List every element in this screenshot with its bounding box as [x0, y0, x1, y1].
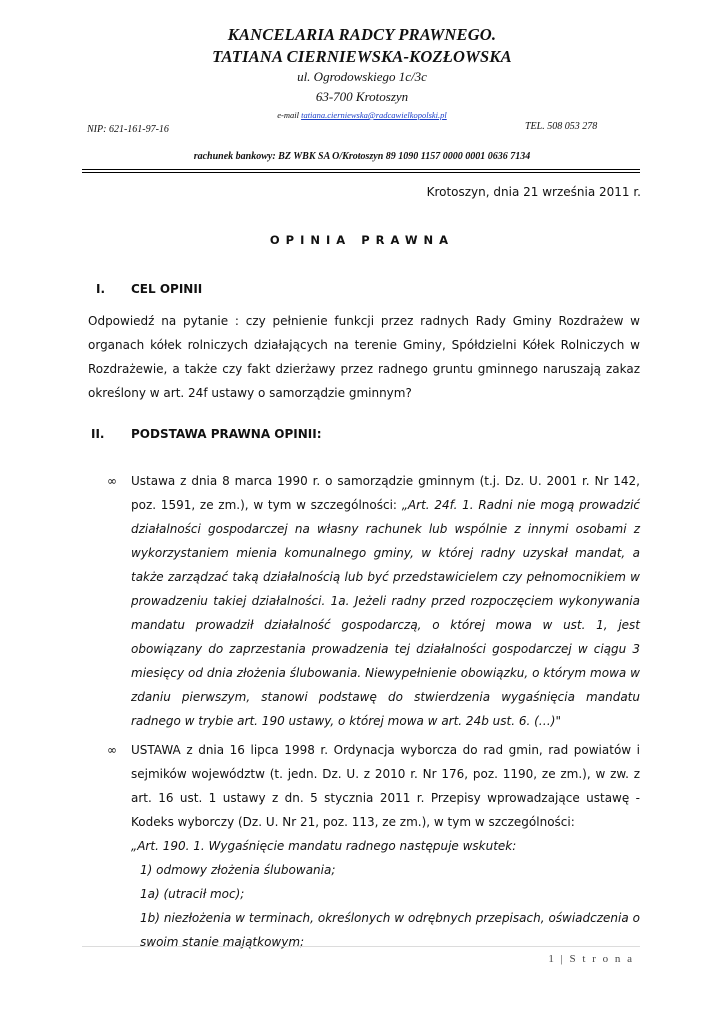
footer-separator: |: [560, 953, 565, 965]
section-2-title: PODSTAWA PRAWNA OPINII:: [131, 427, 322, 441]
section-1-number: I.: [96, 282, 106, 296]
bullet-2-intro: USTAWA z dnia 16 lipca 1998 r. Ordynacja wyborcza do rad gmin, rad powiatów i sejmików województw (t. jedn. Dz. U. z 2010 r. Nr 176, poz. 1190, ze zm.), w zw. z art. 16 ust. 1 ustawy z dn. 5 stycznia 2011 r. Przepisy wprowadzające ustawę - Kodeks wyborczy (Dz. U. Nr 21, poz. 113, ze zm.), w tym w szczególności:: [131, 743, 640, 829]
header-divider-bottom: [82, 172, 640, 173]
phone-number: TEL. 508 053 278: [525, 121, 598, 132]
bullet-2-quote-head: „Art. 190. 1. Wygaśnięcie mandatu radnego następuje wskutek:: [131, 839, 517, 853]
bullet-2-item-2: 1a) (utracił moc);: [140, 887, 245, 901]
document-title: OPINIA PRAWNA: [269, 233, 455, 247]
header-divider-top: [82, 169, 640, 170]
bullet-2-text: [131, 738, 640, 954]
bullet-1-text: [131, 469, 640, 733]
page-number: 1: [548, 953, 556, 965]
bullet-2-item-3: 1b) niezłożenia w terminach, określonych w odrębnych przepisach, oświadczenia o swoim stanie majątkowym;: [140, 911, 640, 949]
bullet-2-icon: ∞: [107, 743, 117, 757]
address-city: 63-700 Krotoszyn: [315, 89, 409, 104]
page-footer: [548, 953, 634, 965]
firm-name-line2: TATIANA CIERNIEWSKA-KOZŁOWSKA: [212, 47, 512, 66]
email-link[interactable]: tatiana.cierniewska@radcawielkopolski.pl: [301, 110, 447, 120]
nip-number: NIP: 621-161-97-16: [87, 124, 169, 135]
firm-name-line1: KANCELARIA RADCY PRAWNEGO.: [227, 25, 497, 44]
section-2-number: II.: [91, 427, 105, 441]
section-1-title: CEL OPINII: [131, 282, 203, 296]
bank-account: rachunek bankowy: BZ WBK SA O/Krotoszyn 89 1090 1157 0000 0001 0636 7134: [193, 151, 531, 162]
bullet-1-end: ": [555, 714, 561, 728]
email-label: e-mail: [277, 110, 299, 120]
page-label: S t r o n a: [569, 953, 634, 965]
bullet-1-intro: Ustawa z dnia 8 marca 1990 r. o samorządzie gminnym (t.j. Dz. U. 2001 r. Nr 142, poz. 1591, ze zm.), w tym w szczególności:: [131, 474, 640, 512]
address-street: ul. Ogrodowskiego 1c/3c: [297, 69, 427, 84]
footer-divider: [82, 946, 640, 947]
bullet-1-quote: „Art. 24f. 1. Radni nie mogą prowadzić działalności gospodarczej na własny rachunek lub wspólnie z innymi osobami z wykorzystaniem mienia komunalnego gminy, w której radny uzyskał mandat, a także zarządzać taką działalnością lub być przedstawicielem czy pełnomocnikiem w prowadzeniu takiej działalności. 1a. Jeżeli radny przed rozpoczęciem wykonywania mandatu prowadził działalność gospodarczą, o której mowa w ust. 1, jest obowiązany do zaprzestania prowadzenia tej działalności gospodarczej w ciągu 3 miesięcy od dnia złożenia ślubowania. Niewypełnienie obowiązku, o którym mowa w zdaniu pierwszym, stanowi podstawę do stwierdzenia wygaśnięcia mandatu radnego w trybie art. 190 ustawy, o której mowa w art. 24b ust. 6. (…): [131, 498, 641, 728]
document-date: Krotoszyn, dnia 21 września 2011 r.: [426, 185, 641, 199]
email-line: [0, 110, 724, 120]
bullet-1-icon: ∞: [107, 474, 117, 488]
section-1-text: Odpowiedź na pytanie : czy pełnienie funkcji przez radnych Rady Gminy Rozdrażew w organach kółek rolniczych działających na terenie Gminy, Spółdzielni Kółek Rolniczych w Rozdrażewie, a także czy fakt dzierżawy przez radnego gruntu gminnego naruszają zakaz określony w art. 24f ustawy o samorządzie gminnym?: [88, 314, 640, 400]
bullet-2-item-1: 1) odmowy złożenia ślubowania;: [140, 863, 336, 877]
